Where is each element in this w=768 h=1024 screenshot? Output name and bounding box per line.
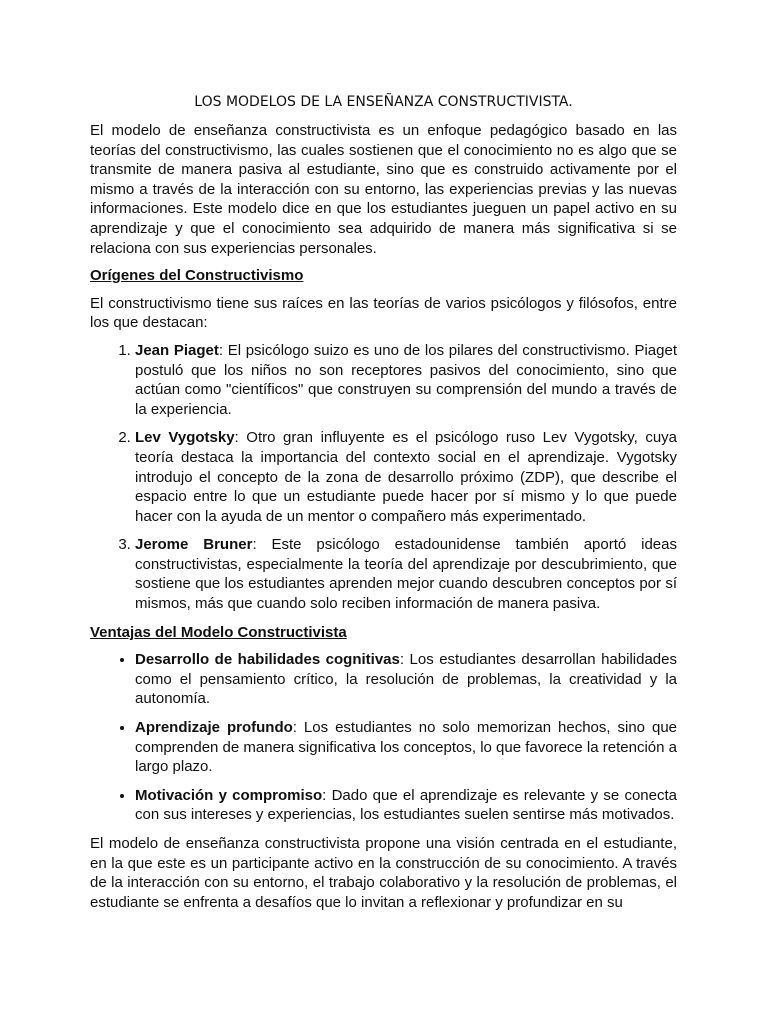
closing-paragraph: El modelo de enseñanza constructivista propone una visión centrada en el estudiante, en la que este es un participante activo en la construcción de su conocimiento. A través de la interacción con su entorno, el trabajo colaborativo y la resolución de problemas, el estudiante se enfrenta a desafíos que lo invitan a reflexionar y profundizar en su [90, 835, 677, 911]
item-text: : Este psicólogo estadounidense también aportó ideas constructivistas, especialmente la teoría del aprendizaje por descubrimiento, que sostiene que los estudiantes aprenden mejor cuando descubren conceptos por sí mismos, más que cuando solo reciben información de manera pasiva. [135, 536, 677, 613]
item-term: Aprendizaje profundo [135, 719, 293, 737]
item-text: : El psicólogo suizo es uno de los pilares del constructivismo. Piaget postuló que los niños no son receptores pasivos del conocimiento, sino que actúan como "científicos" que construyen su comprensión del mundo a través de la experiencia. [135, 341, 678, 418]
item-text: : Los estudiantes desarrollan habilidades como el pensamiento crítico, la resolución de problemas, la creatividad y la autonomía. [135, 651, 677, 708]
advantages-list-item [135, 786, 677, 825]
origins-heading: Orígenes del Constructivismo [90, 267, 304, 285]
item-text: : Otro gran influyente es el psicólogo ruso Lev Vygotsky, cuya teoría destaca la importancia del contexto social en el aprendizaje. Vygotsky introdujo el concepto de la zona de desarrollo próximo (ZDP), que describe el espacio entre lo que un estudiante puede hacer por sí mismo y lo que puede hacer con la ayuda de un mentor o compañero más experimentado. [135, 429, 677, 525]
advantages-heading: Ventajas del Modelo Constructivista [90, 623, 347, 641]
item-term: Desarrollo de habilidades cognitivas [135, 651, 400, 669]
item-term: Jean Piaget [135, 341, 219, 359]
item-term: Motivación y compromiso [135, 786, 323, 804]
advantages-list-item [135, 718, 677, 777]
item-term: Lev Vygotsky [135, 429, 235, 447]
intro-paragraph: El modelo de enseñanza constructivista es un enfoque pedagógico basado en las teorías del constructivismo, las cuales sostienen que el conocimiento no es algo que se transmite de manera pasiva al estudiante, sino que es construido activamente por el mismo a través de la interacción con su entorno, las experiencias previas y las nuevas informaciones. Este modelo dice en que los estudiantes jueguen un papel activo en su aprendizaje y que el conocimiento sea adquirido de manera más significativa si se relaciona con sus experiencias personales. [90, 122, 677, 257]
origins-list [90, 341, 677, 614]
origins-lead-paragraph: El constructivismo tiene sus raíces en las teorías de varios psicólogos y filósofos, entre los que destacan: [90, 294, 677, 332]
advantages-list [90, 650, 677, 825]
origins-list-item [135, 341, 677, 419]
origins-list-item [135, 535, 677, 613]
document-title: LOS MODELOS DE LA ENSEÑANZA CONSTRUCTIVISTA. [194, 94, 573, 110]
origins-list-item [135, 428, 677, 526]
item-term: Jerome Bruner [135, 536, 253, 554]
item-text: : Dado que el aprendizaje es relevante y se conecta con sus intereses y experiencias, los estudiantes suelen sentirse más motivados. [135, 786, 677, 824]
advantages-list-item [135, 650, 677, 709]
item-text: : Los estudiantes no solo memorizan hechos, sino que comprenden de manera significativa los conceptos, lo que favorece la retención a largo plazo. [135, 719, 677, 776]
